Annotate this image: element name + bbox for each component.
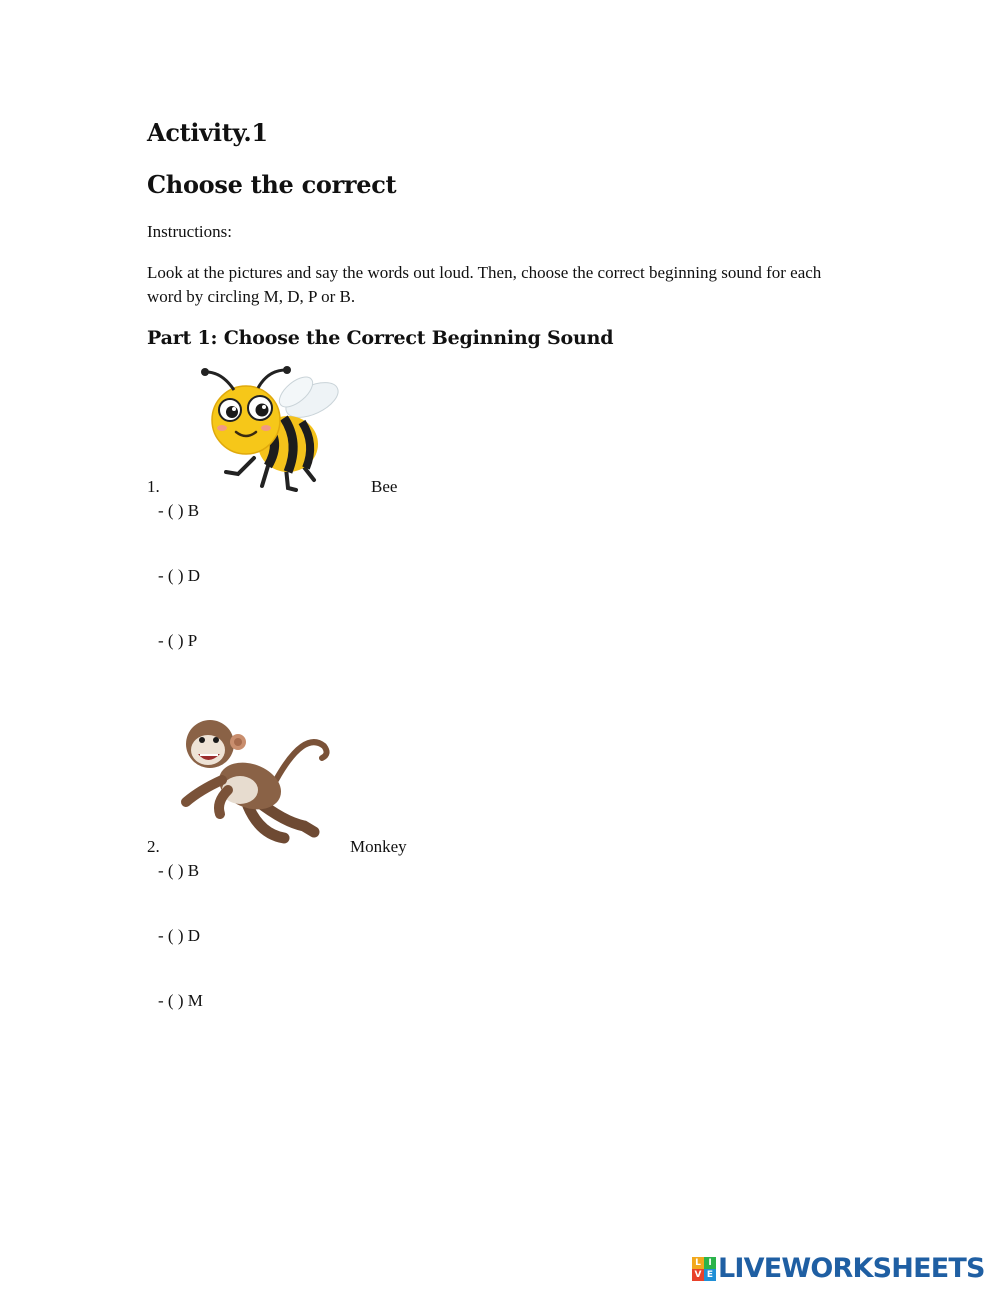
liveworksheets-logo xyxy=(692,1254,985,1284)
logo-text: LIVEWORKSHEETS xyxy=(718,1253,985,1284)
activity-title: Activity.1 xyxy=(147,118,268,147)
question-2-number: 2. xyxy=(147,837,160,856)
monkey-illustration xyxy=(164,710,336,848)
question-1-option-b[interactable]: - ( ) B xyxy=(158,501,200,520)
question-1-option-d[interactable]: - ( ) D xyxy=(158,566,201,585)
question-2-word: Monkey xyxy=(350,837,407,856)
page-subtitle: Choose the correct xyxy=(147,170,397,199)
monkey-icon xyxy=(164,710,336,848)
question-2-option-m[interactable]: - ( ) M xyxy=(158,991,203,1010)
bee-illustration xyxy=(196,362,346,494)
question-1-option-p[interactable]: - ( ) P xyxy=(158,631,198,650)
instructions-text: Look at the pictures and say the words out loud. Then, choose the correct beginning sound for each word by circling M, D, P or B. xyxy=(147,263,822,306)
question-1-number: 1. xyxy=(147,477,160,496)
question-2-option-b[interactable]: - ( ) B xyxy=(158,861,200,880)
question-2-option-d[interactable]: - ( ) D xyxy=(158,926,201,945)
question-1-word: Bee xyxy=(371,477,398,496)
bee-icon xyxy=(196,362,346,494)
instructions-label: Instructions: xyxy=(147,222,232,241)
part-title: Part 1: Choose the Correct Beginning Sound xyxy=(147,327,614,349)
liveworksheets-logo-icon: L I V E xyxy=(692,1257,716,1281)
